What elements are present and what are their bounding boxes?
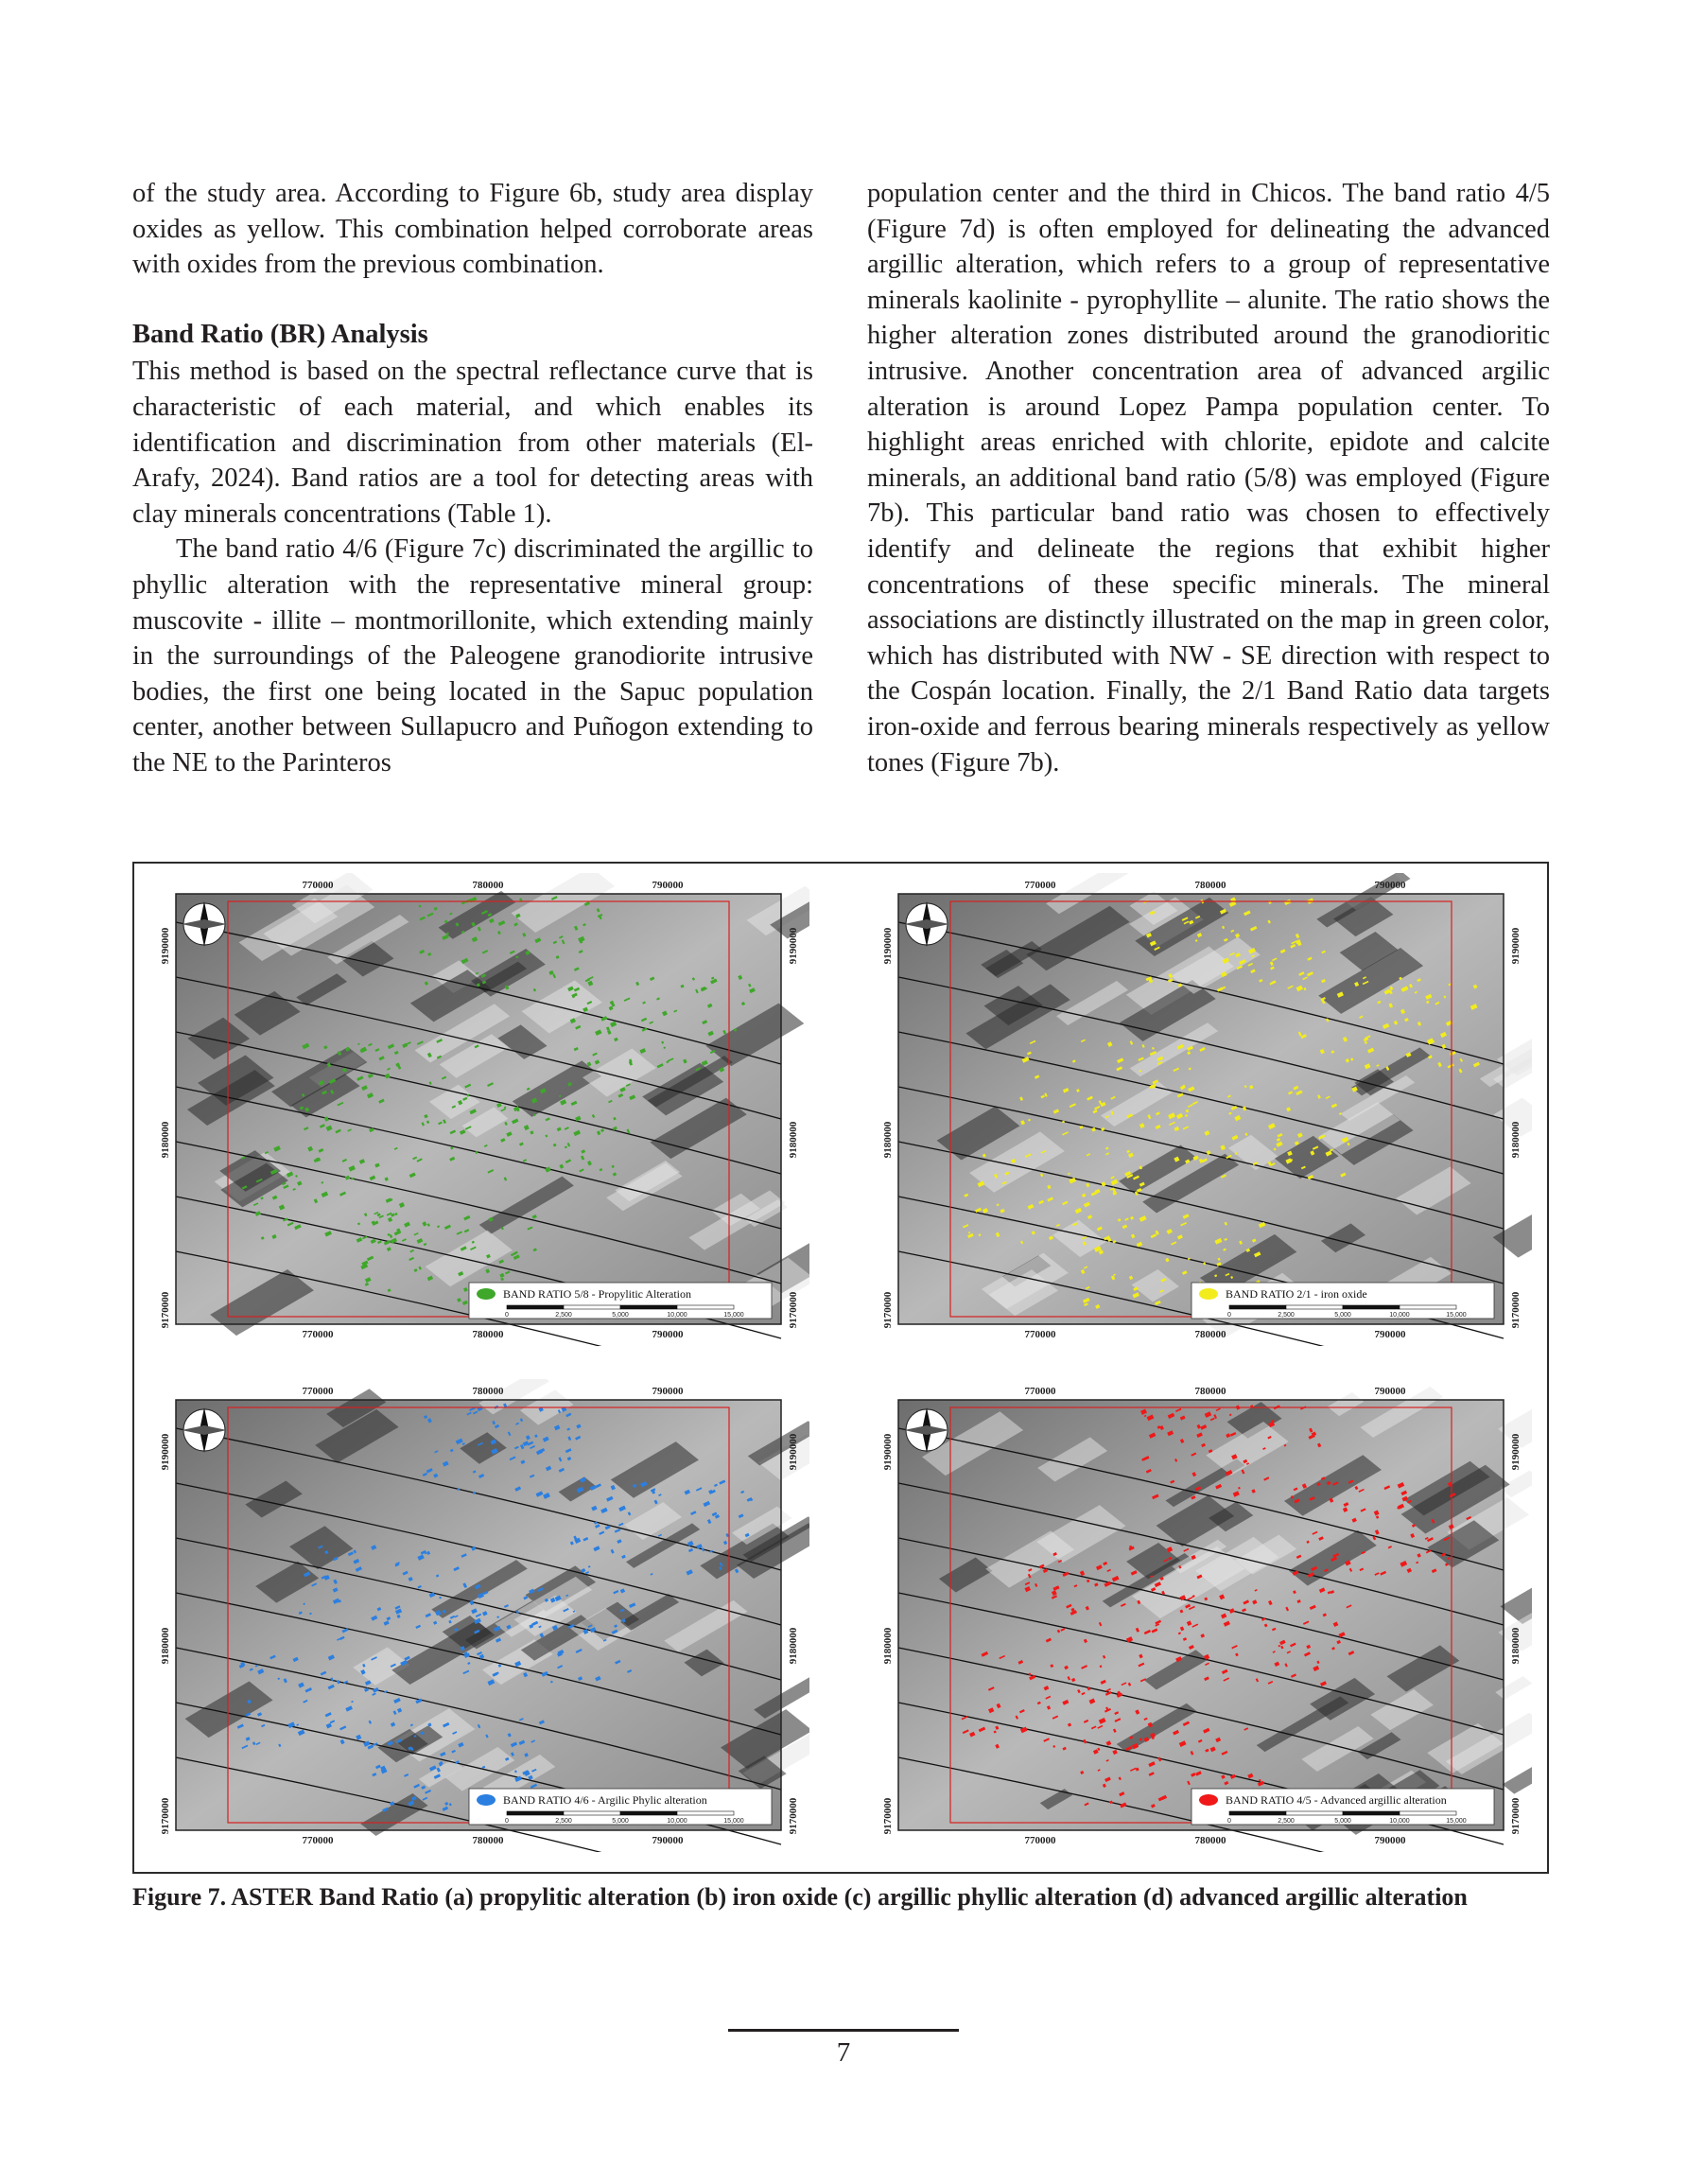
y-coordinate-label: 9180000 [160,1121,171,1159]
map-svg [148,873,809,1346]
x-coordinate-label: 780000 [472,880,504,891]
scale-bar-segment [1286,1305,1343,1309]
scale-bar-segment [1400,1811,1456,1815]
scale-tick-label: 15,000 [723,1312,744,1319]
terrain-shade [1503,1744,1532,1793]
scale-bar-segment [1343,1305,1400,1309]
map-panel-a [148,873,809,1346]
x-coordinate-label: 790000 [652,1329,684,1340]
y-coordinate-label: 9180000 [882,1121,894,1159]
scale-tick-label: 2,500 [1278,1312,1295,1319]
x-coordinate-label: 790000 [1374,880,1406,891]
left-column [132,176,813,781]
x-coordinate-label: 770000 [1024,1835,1056,1846]
scale-bar-segment [620,1305,677,1309]
y-coordinate-label: 9170000 [1510,1797,1522,1835]
y-coordinate-label: 9170000 [160,1291,171,1329]
scale-bar-segment [677,1811,734,1815]
x-coordinate-label: 770000 [302,1835,334,1846]
y-coordinate-label: 9190000 [882,927,894,965]
x-coordinate-label: 780000 [472,1386,504,1397]
y-coordinate-label: 9180000 [882,1627,894,1665]
paragraph: of the study area. According to Figure 6b, study area display oxides as yellow. This combination helped corroborate areas with oxides from the previous combination. [132,179,813,280]
scale-tick-label: 5,000 [1334,1818,1351,1825]
legend-label: BAND RATIO 2/1 - iron oxide [1226,1287,1367,1301]
scale-tick-label: 2,500 [555,1818,572,1825]
y-coordinate-label: 9170000 [882,1797,894,1835]
scale-bar-segment [564,1305,620,1309]
legend-label: BAND RATIO 5/8 - Propylitic Alteration [503,1287,691,1301]
scale-tick-label: 2,500 [555,1312,572,1319]
scale-tick-label: 10,000 [667,1312,687,1319]
map-svg [148,1379,809,1852]
y-coordinate-label: 9190000 [882,1433,894,1471]
paragraph: The band ratio 4/6 (Figure 7c) discriminated the argillic to phyllic alteration with the representative mineral group: muscovite - illite – montmorillonite, which extending mainly in the surroundings of the Paleogene granodiorite intrusive bodies, the first one being located in the Sapuc population center, another between Sullapucro and Puñogon extending to the NE to the Parinteros [132,534,813,778]
map-panel-d [870,1379,1532,1852]
right-column [867,176,1550,780]
x-coordinate-label: 770000 [302,880,334,891]
scale-tick-label: 10,000 [1389,1312,1410,1319]
scale-tick-label: 15,000 [723,1818,744,1825]
scale-tick-label: 5,000 [1334,1312,1351,1319]
legend-swatch [1199,1794,1218,1806]
y-coordinate-label: 9170000 [160,1797,171,1835]
y-coordinate-label: 9190000 [788,1433,799,1471]
y-coordinate-label: 9170000 [1510,1291,1522,1329]
map-panel-c [148,1379,809,1852]
scale-tick-label: 10,000 [667,1818,687,1825]
map-panel-b [870,873,1532,1346]
y-coordinate-label: 9190000 [160,927,171,965]
page-number: 7 [836,2037,851,2068]
x-coordinate-label: 790000 [652,1835,684,1846]
scale-bar-segment [507,1811,564,1815]
y-coordinate-label: 9190000 [1510,1433,1522,1471]
x-coordinate-label: 770000 [302,1329,334,1340]
scale-tick-label: 15,000 [1446,1818,1467,1825]
map-svg [870,873,1532,1346]
legend-label: BAND RATIO 4/5 - Advanced argillic alteration [1226,1793,1447,1807]
y-coordinate-label: 9170000 [788,1797,799,1835]
scale-tick-label: 10,000 [1389,1818,1410,1825]
x-coordinate-label: 780000 [1194,880,1226,891]
x-coordinate-label: 790000 [652,1386,684,1397]
y-coordinate-label: 9180000 [160,1627,171,1665]
figure-caption: Figure 7. ASTER Band Ratio (a) propylitic alteration (b) iron oxide (c) argillic phyllic alteration (d) advanced argillic alteration [132,1883,1468,1911]
y-coordinate-label: 9190000 [1510,927,1522,965]
y-coordinate-label: 9170000 [788,1291,799,1329]
y-coordinate-label: 9180000 [1510,1121,1522,1159]
x-coordinate-label: 770000 [1024,1329,1056,1340]
x-coordinate-label: 790000 [1374,1386,1406,1397]
scale-bar-segment [1400,1305,1456,1309]
scale-bar-segment [677,1305,734,1309]
scale-bar-segment [507,1305,564,1309]
scale-tick-label: 0 [505,1312,509,1319]
x-coordinate-label: 780000 [1194,1835,1226,1846]
legend-swatch [477,1288,496,1300]
scale-bar-segment [1229,1305,1286,1309]
x-coordinate-label: 780000 [472,1329,504,1340]
x-coordinate-label: 770000 [302,1386,334,1397]
scale-bar-segment [1229,1811,1286,1815]
x-coordinate-label: 770000 [1024,1386,1056,1397]
figure-7 [132,862,1549,1874]
scale-bar-segment [620,1811,677,1815]
legend-swatch [477,1794,496,1806]
x-coordinate-label: 790000 [1374,1835,1406,1846]
x-coordinate-label: 790000 [1374,1329,1406,1340]
scale-tick-label: 0 [505,1818,509,1825]
scale-bar-segment [564,1811,620,1815]
section-heading: Band Ratio (BR) Analysis [132,319,428,349]
footer-rule [728,2029,959,2032]
y-coordinate-label: 9180000 [788,1121,799,1159]
scale-tick-label: 5,000 [612,1312,629,1319]
legend-swatch [1199,1288,1218,1300]
map-svg [870,1379,1532,1852]
scale-tick-label: 5,000 [612,1818,629,1825]
x-coordinate-label: 780000 [1194,1386,1226,1397]
x-coordinate-label: 790000 [652,880,684,891]
paragraph: population center and the third in Chicos. The band ratio 4/5 (Figure 7d) is often employed for delineating the advanced argillic alteration, which refers to a group of representative minerals kaolinite - pyrophyllite – alunite. The ratio shows the higher alteration zones distributed around the granodioritic intrusive. Another concentration area of advanced argilic alteration is around Lopez Pampa population center. To highlight areas enriched with chlorite, epidote and calcite minerals, an additional band ratio (5/8) was employed (Figure 7b). This particular band ratio was chosen to effectively identify and delineate the regions that exhibit higher concentrations of these specific minerals. The mineral associations are distinctly illustrated on the map in green color, which has distributed with NW - SE direction with respect to the Cospán location. Finally, the 2/1 Band Ratio data targets iron-oxide and ferrous bearing minerals respectively as yellow tones (Figure 7b). [867,179,1550,778]
y-coordinate-label: 9190000 [788,927,799,965]
legend-label: BAND RATIO 4/6 - Argilic Phylic alteration [503,1793,707,1807]
scale-bar-segment [1286,1811,1343,1815]
x-coordinate-label: 770000 [1024,880,1056,891]
y-coordinate-label: 9180000 [1510,1627,1522,1665]
scale-tick-label: 0 [1227,1312,1231,1319]
y-coordinate-label: 9190000 [160,1433,171,1471]
scale-tick-label: 0 [1227,1818,1231,1825]
y-coordinate-label: 9180000 [788,1627,799,1665]
scale-tick-label: 15,000 [1446,1312,1467,1319]
x-coordinate-label: 780000 [1194,1329,1226,1340]
scale-tick-label: 2,500 [1278,1818,1295,1825]
paragraph: This method is based on the spectral reflectance curve that is characteristic of each material, and which enables its identification and discrimination from other materials (El-Arafy, 2024). Band ratios are a tool for detecting areas with clay minerals concentrations (Table 1). [132,357,813,529]
y-coordinate-label: 9170000 [882,1291,894,1329]
x-coordinate-label: 780000 [472,1835,504,1846]
scale-bar-segment [1343,1811,1400,1815]
